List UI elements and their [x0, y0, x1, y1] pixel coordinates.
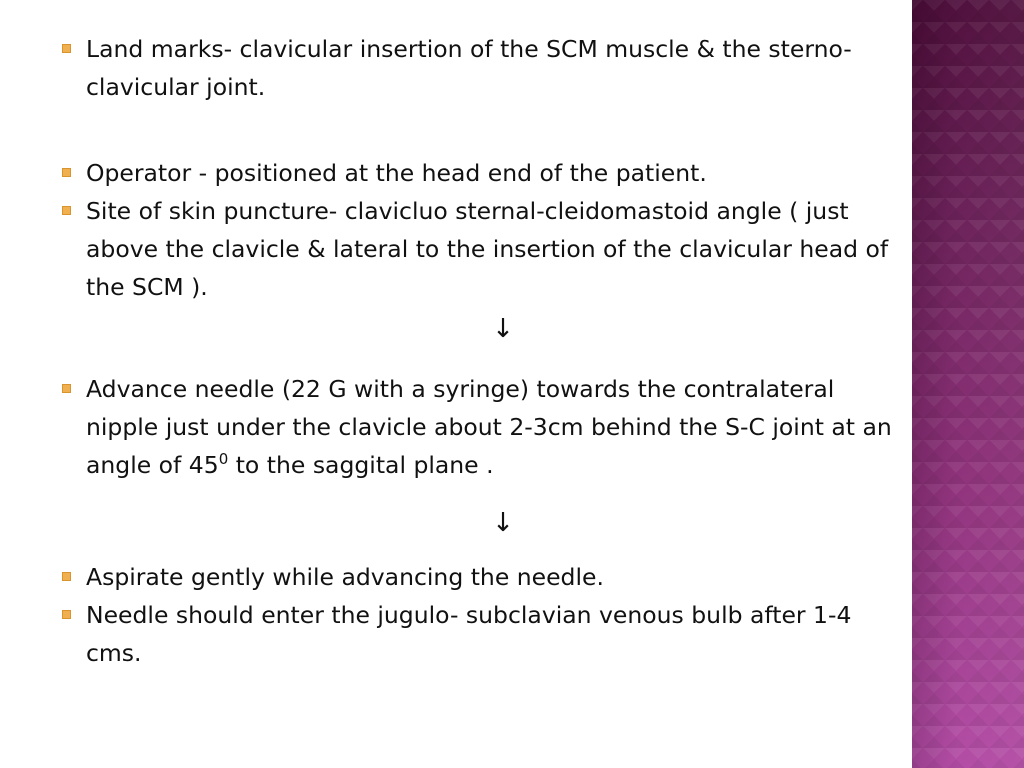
bullet-operator: [58, 154, 898, 192]
bullet-text-landmarks: Land marks- clavicular insertion of the SCM muscle & the sterno-clavicular joint.: [86, 35, 852, 101]
bullet-text-site: Site of skin puncture- clavicluo sternal-cleidomastoid angle ( just above the clavicle & lateral to the insertion of the clavicular head of the SCM ).: [86, 197, 889, 301]
sidebar-sheen: [912, 0, 1024, 768]
bullet-text-operator: Operator - positioned at the head end of the patient.: [86, 159, 707, 187]
bullet-site: [58, 192, 898, 306]
down-arrow-1: ↓: [492, 314, 514, 344]
square-bullet-icon: [62, 168, 71, 177]
bullet-advance-needle: [58, 370, 898, 484]
square-bullet-icon: [62, 384, 71, 393]
bullet-aspirate: [58, 558, 898, 596]
square-bullet-icon: [62, 44, 71, 53]
slide-content: [58, 30, 898, 672]
degree-superscript: 0: [218, 450, 229, 469]
bullet-landmarks: [58, 30, 898, 106]
bullet-needle-enter: [58, 596, 898, 672]
square-bullet-icon: [62, 610, 71, 619]
advance-needle-text-end: to the saggital plane .: [228, 451, 494, 479]
paragraph-gap: [58, 106, 898, 154]
bullet-text-advance-needle: [86, 375, 892, 479]
square-bullet-icon: [62, 206, 71, 215]
down-arrow-2: ↓: [492, 508, 514, 538]
advance-needle-text-main: Advance needle (22 G with a syringe) towards the contralateral nipple just under the clavicle about 2-3cm behind the S-C joint at an angle of 45: [86, 375, 892, 479]
bullet-text-needle-enter: Needle should enter the jugulo- subclavian venous bulb after 1-4 cms.: [86, 601, 852, 667]
decorative-sidebar: [912, 0, 1024, 768]
bullet-text-aspirate: Aspirate gently while advancing the needle.: [86, 563, 604, 591]
square-bullet-icon: [62, 572, 71, 581]
